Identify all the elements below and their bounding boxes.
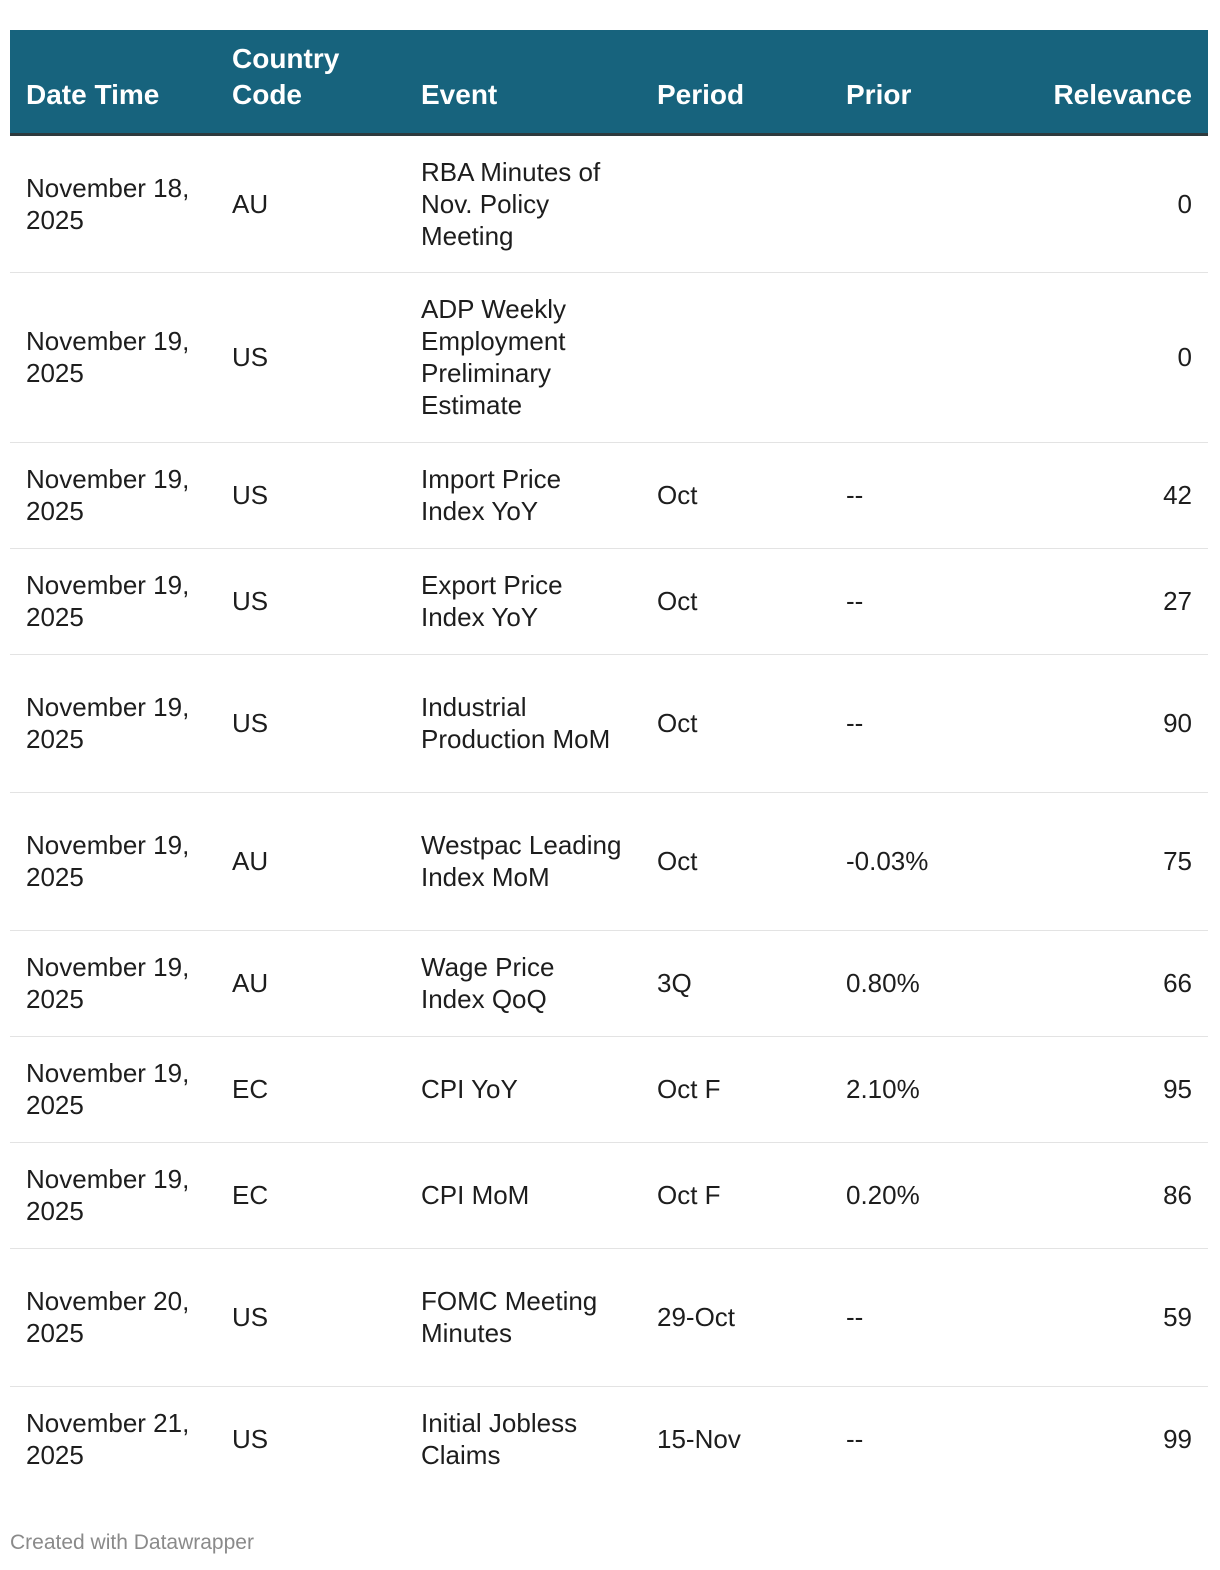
economic-calendar-table	[10, 30, 1208, 1492]
cell-relevance: 86	[1019, 1142, 1208, 1248]
cell-date: November 19, 2025	[10, 792, 216, 930]
table-row	[10, 930, 1208, 1036]
table-row	[10, 134, 1208, 272]
header-event: Event	[405, 30, 641, 134]
cell-period: Oct F	[641, 1142, 830, 1248]
table-row	[10, 792, 1208, 930]
cell-relevance: 66	[1019, 930, 1208, 1036]
cell-prior: 0.20%	[830, 1142, 1019, 1248]
cell-relevance: 95	[1019, 1036, 1208, 1142]
cell-prior: 0.80%	[830, 930, 1019, 1036]
header-relevance: Relevance	[1019, 30, 1208, 134]
cell-date: November 21, 2025	[26, 1408, 190, 1471]
cell-date: November 19, 2025	[10, 272, 216, 442]
table-row	[10, 1036, 1208, 1142]
cell-period: Oct F	[641, 1036, 830, 1142]
cell-period: Oct	[641, 442, 830, 548]
cell-country: US	[216, 654, 405, 792]
cell-country: EC	[216, 1142, 405, 1248]
data-table-container	[10, 30, 1208, 1492]
datawrapper-credit[interactable]: Created with Datawrapper	[10, 1531, 254, 1554]
cell-period: 3Q	[641, 930, 830, 1036]
cell-period	[641, 272, 830, 442]
table-row	[10, 1248, 1208, 1386]
cell-period	[641, 134, 830, 272]
cell-country: US	[216, 272, 405, 442]
cell-event: CPI YoY	[405, 1036, 641, 1142]
cell-relevance: 0	[1019, 272, 1208, 442]
cell-prior: -0.03%	[830, 792, 1019, 930]
cell-relevance: 59	[1019, 1248, 1208, 1386]
table-header	[10, 30, 1208, 134]
header-period: Period	[641, 30, 830, 134]
cell-event: Initial Jobless Claims	[421, 1408, 578, 1471]
header-prior: Prior	[830, 30, 1019, 134]
cell-relevance: 0	[1019, 134, 1208, 272]
cell-prior: --	[830, 1248, 1019, 1386]
cell-date: November 20, 2025	[10, 1248, 216, 1386]
cell-date: November 19, 2025	[10, 548, 216, 654]
cell-date: November 19, 2025	[10, 654, 216, 792]
cell-relevance: 90	[1019, 654, 1208, 792]
table-row	[10, 272, 1208, 442]
cell-event: Export Price Index YoY	[405, 548, 641, 654]
cell-date: November 18, 2025	[10, 134, 216, 272]
cell-relevance: 27	[1019, 548, 1208, 654]
cell-event: Import Price Index YoY	[405, 442, 641, 548]
cell-prior: --	[846, 1424, 864, 1455]
cell-event: Westpac Leading Index MoM	[405, 792, 641, 930]
header-date-time: Date Time	[10, 30, 216, 134]
cell-event: ADP Weekly Employment Preliminary Estimate	[405, 272, 641, 442]
cell-event: Industrial Production MoM	[405, 654, 641, 792]
cell-period: Oct	[641, 548, 830, 654]
table-body	[10, 134, 1208, 1492]
cell-relevance: 75	[1019, 792, 1208, 930]
cell-prior: --	[830, 442, 1019, 548]
header-country-code: Country Code	[216, 30, 405, 134]
cell-relevance: 42	[1019, 442, 1208, 548]
cell-date: November 19, 2025	[10, 930, 216, 1036]
cell-prior: 2.10%	[830, 1036, 1019, 1142]
cell-date: November 19, 2025	[10, 1036, 216, 1142]
table-row	[10, 548, 1208, 654]
cell-relevance: 99	[1163, 1424, 1192, 1455]
cell-period: 15-Nov	[657, 1424, 741, 1455]
cell-prior	[830, 134, 1019, 272]
cell-country: EC	[216, 1036, 405, 1142]
table-row	[10, 654, 1208, 792]
cell-prior	[830, 272, 1019, 442]
table-row	[10, 1386, 1208, 1492]
cell-country: US	[216, 548, 405, 654]
cell-prior: --	[830, 654, 1019, 792]
header-row	[10, 30, 1208, 134]
cell-period: Oct	[641, 792, 830, 930]
cell-period: Oct	[641, 654, 830, 792]
cell-date: November 19, 2025	[10, 1142, 216, 1248]
cell-country: AU	[216, 930, 405, 1036]
cell-event: RBA Minutes of Nov. Policy Meeting	[405, 134, 641, 272]
cell-event: FOMC Meeting Minutes	[405, 1248, 641, 1386]
cell-country: US	[216, 1248, 405, 1386]
cell-country: AU	[216, 134, 405, 272]
cell-event: CPI MoM	[405, 1142, 641, 1248]
table-row	[10, 442, 1208, 548]
cell-date: November 19, 2025	[10, 442, 216, 548]
cell-country: AU	[216, 792, 405, 930]
cell-event: Wage Price Index QoQ	[405, 930, 641, 1036]
cell-prior: --	[830, 548, 1019, 654]
table-row	[10, 1142, 1208, 1248]
cell-period: 29-Oct	[641, 1248, 830, 1386]
cell-country: US	[232, 1424, 269, 1455]
cell-country: US	[216, 442, 405, 548]
